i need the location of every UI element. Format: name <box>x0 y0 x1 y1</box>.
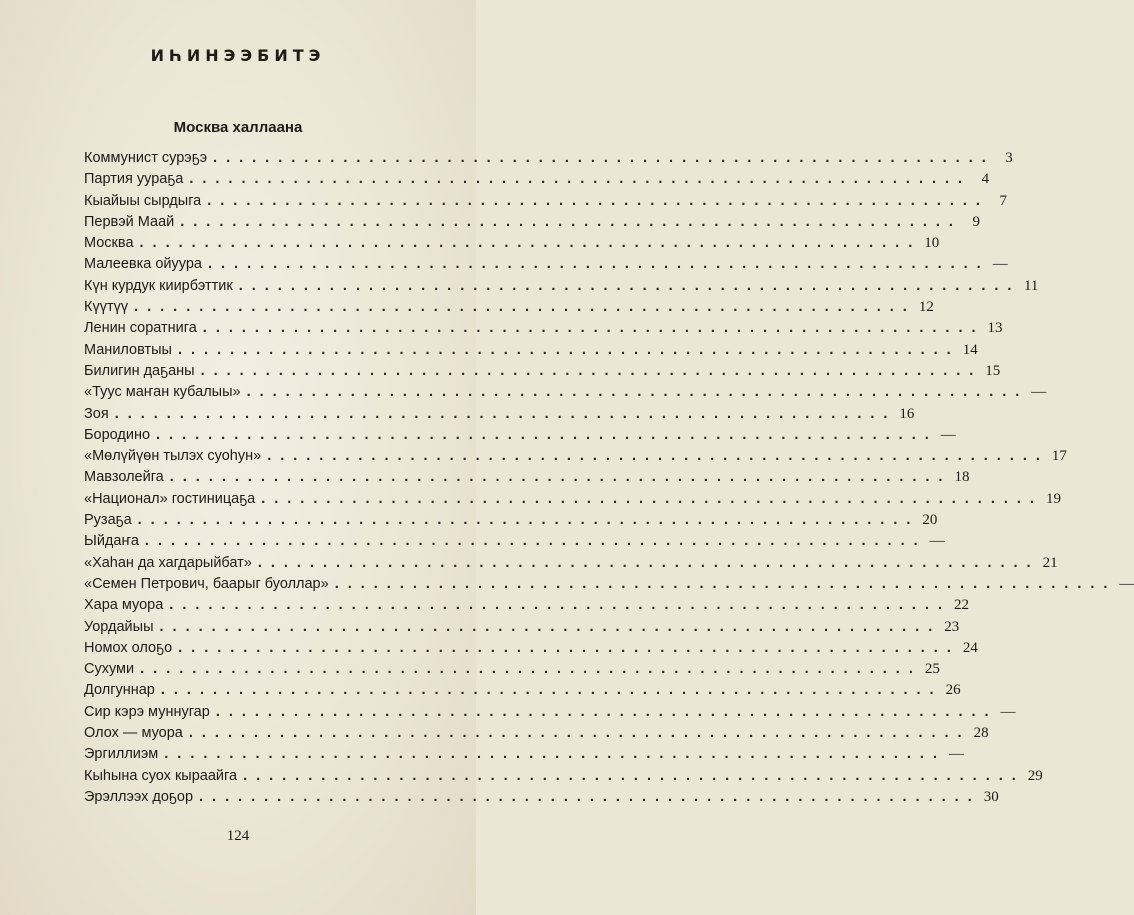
dot-leader: ............................................................ <box>199 788 981 805</box>
toc-entry-title: Эргиллиэм <box>84 746 159 763</box>
toc-entry-title: Рузаҕа <box>84 512 132 529</box>
dot-leader: ............................................................ <box>215 703 998 720</box>
toc-entry-title: Күүтүү <box>84 299 129 316</box>
toc-entry-page: — <box>1000 703 1016 720</box>
toc-entry <box>84 661 940 682</box>
toc-entry-page: 16 <box>899 405 915 422</box>
toc-entry-title: «Национал» гостиницаҕа <box>84 490 256 507</box>
dot-leader: ............................................................ <box>261 490 1043 507</box>
toc-entry-title: Хара муора <box>84 597 164 614</box>
toc-entry-title: Маниловтыы <box>84 341 172 358</box>
toc-entry-page: 24 <box>962 639 978 656</box>
dot-leader: ............................................................ <box>180 213 962 230</box>
toc-entry-title: Бородино <box>84 426 151 443</box>
toc-entry-title: Эрэллээх доҕор <box>84 788 194 805</box>
toc-entry-title: Первэй Маай <box>84 213 175 230</box>
toc-entry <box>84 746 964 767</box>
toc-entry-title: «Хаһан да хагдарыйбат» <box>84 554 252 571</box>
toc-entry-title: Малеевка ойуура <box>84 256 202 273</box>
dot-leader: ............................................................ <box>188 725 971 742</box>
toc-entry-page: — <box>1031 384 1047 401</box>
toc-entry-page: 3 <box>1005 150 1013 166</box>
toc-entry <box>84 490 1061 512</box>
toc-entry-page: 13 <box>987 320 1003 337</box>
toc-entry <box>84 725 989 746</box>
toc-entry <box>84 618 960 640</box>
dot-leader: ............................................................ <box>134 299 916 316</box>
toc-entry-page: — <box>948 746 964 763</box>
dot-leader: ............................................................ <box>246 384 1029 401</box>
dot-leader: ............................................................ <box>202 320 985 337</box>
dot-leader: ............................................................ <box>189 171 972 188</box>
toc-entry-page: 9 <box>972 213 980 230</box>
dot-leader: ............................................................ <box>169 597 952 614</box>
toc-entry-title: Ленин соратнига <box>84 320 197 337</box>
toc-entry-title: Номох олоҕо <box>84 639 173 656</box>
toc-entry-page: — <box>940 426 956 443</box>
dot-leader: ............................................................ <box>177 341 960 358</box>
dot-leader: ............................................................ <box>114 405 897 422</box>
toc-entry-page: 23 <box>944 618 960 635</box>
toc-entry <box>84 384 1047 405</box>
dot-leader: ............................................................ <box>257 554 1040 571</box>
page-number: 124 <box>226 828 250 844</box>
dot-leader: ............................................................ <box>200 362 983 379</box>
toc-entry-page: 30 <box>983 788 999 805</box>
toc-entry-title: Сухуми <box>84 661 135 678</box>
toc-entry-page: 15 <box>985 362 1001 379</box>
toc-entry-title: «Туус маҥан кубалыы» <box>84 384 241 401</box>
toc-entry-page: 4 <box>981 171 990 188</box>
toc-entry <box>84 767 1043 789</box>
toc-entry-page: 10 <box>924 235 940 252</box>
toc-entry <box>84 405 915 427</box>
toc-entry <box>84 788 999 810</box>
toc-entry <box>84 299 934 320</box>
dot-leader: ............................................................ <box>139 235 922 252</box>
toc-entry <box>84 171 990 192</box>
toc-entry <box>84 575 1134 597</box>
toc-entry-page: 19 <box>1045 490 1061 507</box>
toc-entry-page: 20 <box>922 512 938 529</box>
dot-leader: ............................................................ <box>207 192 989 209</box>
toc-entry <box>84 277 1039 299</box>
dot-leader: ............................................................ <box>334 575 1117 592</box>
toc-entry-title: Олох — муора <box>84 725 183 742</box>
toc-entry <box>84 320 1003 341</box>
toc-entry-title: Билигин даҕаны <box>84 362 195 379</box>
toc-entry-page: — <box>929 533 945 550</box>
section-title: Москва халлаана <box>173 119 303 136</box>
toc-entry-title: Зоя <box>84 405 109 422</box>
toc-entry <box>84 213 980 235</box>
dot-leader: ............................................................ <box>267 448 1049 465</box>
dot-leader: ............................................................ <box>164 746 946 763</box>
toc-entry <box>84 469 970 490</box>
toc-entry-page: — <box>1119 575 1134 592</box>
dot-leader: ............................................................ <box>213 150 995 166</box>
toc-entry <box>84 512 938 533</box>
toc-entry-title: Кыһына суох кыраайга <box>84 767 238 784</box>
table-of-contents <box>84 150 1134 810</box>
toc-entry <box>84 362 1001 384</box>
toc-entry <box>84 448 1067 469</box>
toc-entry-title: Коммунист сурэҕэ <box>84 150 208 166</box>
toc-entry-title: Москва <box>84 235 134 252</box>
dot-leader: ............................................................ <box>140 661 922 678</box>
dot-leader: ............................................................ <box>156 426 938 443</box>
toc-entry-page: 29 <box>1027 767 1043 784</box>
toc-entry <box>84 426 956 448</box>
toc-entry-title: Мавзолейга <box>84 469 164 486</box>
toc-entry <box>84 235 940 256</box>
dot-leader: ............................................................ <box>207 256 990 273</box>
toc-entry-title: Партия уураҕа <box>84 171 184 188</box>
toc-entry <box>84 192 1007 214</box>
toc-entry-page: 17 <box>1051 448 1067 465</box>
toc-entry-title: Ыйдаҥа <box>84 533 139 550</box>
toc-entry-title: Уордайыы <box>84 618 154 635</box>
dot-leader: ............................................................ <box>178 639 960 656</box>
toc-entry <box>84 597 970 618</box>
toc-entry-page: 14 <box>962 341 978 358</box>
dot-leader: ............................................................ <box>144 533 927 550</box>
toc-entry <box>84 256 1008 277</box>
toc-entry-title: Кыайыы сырдыга <box>84 192 202 209</box>
toc-entry-page: 25 <box>924 661 940 678</box>
toc-entry-title: «Мөлүйүөн тылэх суоһун» <box>84 448 262 465</box>
dot-leader: ............................................................ <box>137 512 920 529</box>
toc-entry-page: 26 <box>945 682 961 699</box>
dot-leader: ............................................................ <box>243 767 1025 784</box>
toc-entry-page: 18 <box>954 469 970 486</box>
toc-entry <box>84 703 1016 725</box>
toc-entry-page: 11 <box>1023 277 1039 294</box>
toc-entry-page: 7 <box>999 192 1007 209</box>
dot-leader: ............................................................ <box>169 469 952 486</box>
toc-entry-page: 28 <box>973 725 989 742</box>
toc-entry <box>84 639 978 661</box>
toc-entry <box>84 554 1058 576</box>
contents-heading: ИҺИНЭЭБИТЭ <box>150 46 326 65</box>
toc-entry-title: «Семен Петрович, баарыг буоллар» <box>84 575 329 592</box>
toc-entry-page: 12 <box>918 299 934 316</box>
toc-entry <box>84 341 978 363</box>
dot-leader: ............................................................ <box>159 618 942 635</box>
toc-entry-page: 22 <box>954 597 970 614</box>
toc-entry-title: Сир кэрэ муннугар <box>84 703 210 720</box>
toc-entry-page: 21 <box>1042 554 1058 571</box>
dot-leader: ............................................................ <box>160 682 943 699</box>
dot-leader: ............................................................ <box>238 277 1021 294</box>
toc-entry-page: — <box>992 256 1008 273</box>
toc-entry-title: Күн курдук киирбэттик <box>84 277 233 294</box>
toc-entry-title: Долгуннар <box>84 682 155 699</box>
toc-entry <box>84 150 1013 171</box>
toc-entry <box>84 682 961 703</box>
toc-entry <box>84 533 945 554</box>
